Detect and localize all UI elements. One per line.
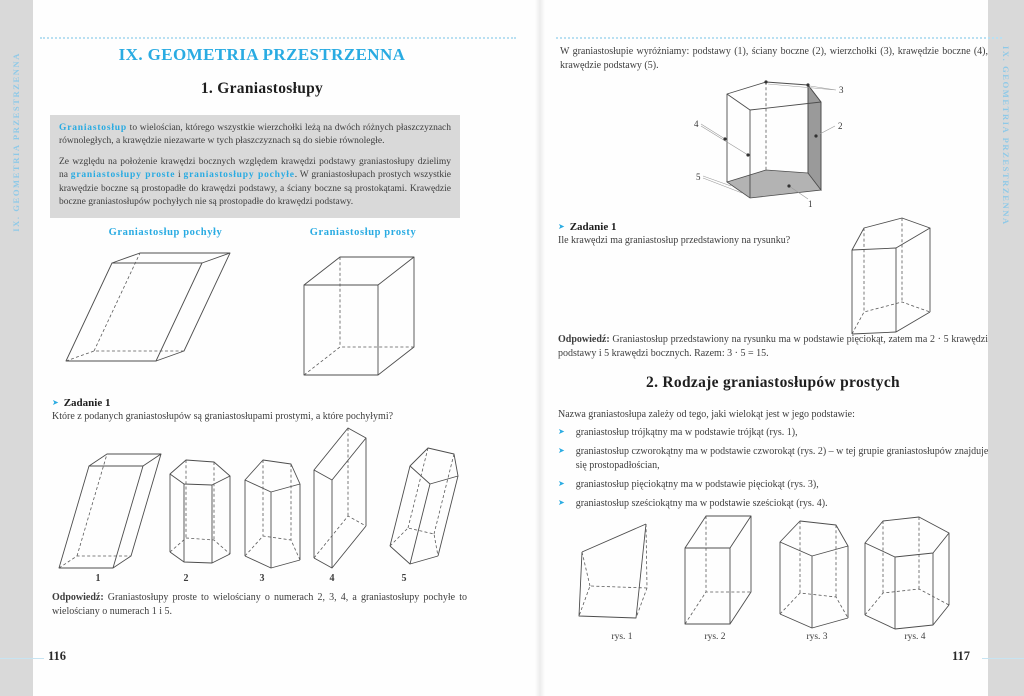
rys2-caption: rys. 2 (704, 632, 726, 642)
rys3-caption: rys. 3 (806, 632, 828, 642)
callout-1: 1 (808, 199, 813, 209)
chapter-tab-left (0, 0, 33, 696)
list-item: ➤ graniastosłup czworokątny ma w podstawie czworokąt (rys. 2) – w tej grupie graniastosłupów znajduje się prostopadłościan, (558, 446, 989, 471)
page-number-right-rule (982, 658, 1024, 659)
answer-right: Odpowiedź: Graniastosłup przedstawiony na rysunku ma w podstawie pięciokąt, zatem ma 2 · 5 krawędzi podstawy i 5 krawędzi bocznych. Razem: 3 · 5 = 15. (558, 334, 988, 359)
bullet-arrow-icon: ➤ (558, 497, 565, 507)
prism-1-number: 1 (95, 573, 101, 584)
prism-2-number: 2 (183, 573, 189, 584)
page-number-left: 116 (48, 649, 67, 663)
callout-5: 5 (696, 172, 701, 182)
answer-left-label: Odpowiedź: (52, 592, 104, 603)
definition-box (50, 115, 460, 218)
chapter-title: IX. GEOMETRIA PRZESTRZENNA (118, 45, 406, 64)
callout-4: 4 (694, 119, 699, 129)
answer-left: Odpowiedź: Graniastosłupy proste to wielościany o numerach 2, 3, 4, a graniastosłupy pochyłe to wielościany o numerach 1 i 5. (52, 592, 467, 617)
prism-1-figure (55, 442, 163, 572)
prism-4-figure (310, 428, 370, 574)
chapter-tab-left-label: IX. GEOMETRIA PRZESTRZENNA (11, 52, 21, 232)
definition-paragraph-1: Graniastosłup to wielościan, którego wszystkie wierzchołki leżą na dwóch różnych płaszczyznach równoległych, a krawędzie niezawarte w tych płaszczyznach są do siebie równoległe. (59, 123, 451, 147)
term-graniastoslup: Graniastosłup (59, 123, 127, 133)
bullet-arrow-icon: ➤ (558, 446, 565, 455)
prism-3-figure (243, 456, 303, 574)
task-arrow-icon: ➤ (52, 398, 59, 407)
answer-right-label: Odpowiedź: (558, 334, 610, 345)
rys1-triangular-prism-figure (578, 520, 656, 622)
list-intro: Nazwa graniastosłupa zależy od tego, jaki wielokąt jest w jego podstawie: (558, 409, 855, 420)
task1-left-question: Które z podanych graniastosłupów są graniastosłupami prostymi, a które pochyłymi? (52, 411, 394, 422)
list-item: ➤ graniastosłup sześciokątny ma w podstawie sześciokąt (rys. 4). (558, 497, 828, 509)
page-number-right: 117 (952, 649, 971, 663)
chapter-tab-right-label: IX. GEOMETRIA PRZESTRZENNA (1001, 46, 1011, 226)
prism-5-number: 5 (401, 573, 407, 584)
section1-title: 1. Graniastosłupy (200, 80, 324, 97)
list-item: ➤ graniastosłup pięciokątny ma w podstawie pięciokąt (rys. 3), (558, 478, 819, 490)
term-proste: graniastosłupy proste (70, 170, 176, 181)
right-intro-text: W graniastosłupie wyróżniamy: podstawy (1), ściany boczne (2), wierzchołki (3), krawędzie boczne (4), krawędzie podstawy (5). (560, 46, 988, 71)
prism-4-number: 4 (329, 573, 335, 584)
list-item: ➤ graniastosłup trójkątny ma w podstawie trójkąt (rys. 1), (558, 427, 798, 438)
task-arrow-icon: ➤ (558, 222, 565, 231)
rys2-quad-prism-figure (682, 512, 754, 630)
term-pochyle: graniastosłupy pochyłe (183, 170, 295, 181)
task1-right-question: Ile krawędzi ma graniastosłup przedstawiony na rysunku? (558, 235, 791, 246)
callout-2: 2 (838, 121, 843, 131)
prism-types-list (558, 426, 994, 516)
page-seam (535, 0, 545, 696)
task-prism-figure (850, 218, 945, 343)
callout-3: 3 (839, 85, 844, 95)
section2-title: 2. Rodzaje graniastosłupów prostych (646, 374, 900, 391)
oblique-prism-figure (60, 247, 240, 365)
top-rule-right (556, 37, 1002, 39)
right-prism-label: Graniastosłup prosty (309, 227, 417, 238)
bullet-arrow-icon: ➤ (558, 478, 565, 488)
labeled-prism-figure (688, 82, 856, 214)
rys1-caption: rys. 1 (611, 632, 633, 642)
oblique-prism-label: Graniastosłup pochyły (108, 227, 223, 238)
right-prism-figure (296, 243, 426, 383)
definition-paragraph-2: Ze względu na położenie krawędzi bocznych względem krawędzi podstawy graniastosłupy dzielimy na graniastosłupy proste i graniastosłupy pochyłe. W graniastosłupach prostych wszystkie krawędzie boczne są prostopadłe do krawędzi podstawy, a ściany boczne są prostokątami. Krawędzie boczne graniastosłupów pochyłych nie są prostopadłe do krawędzi podstawy. (59, 156, 452, 208)
task1-right-heading: ➤ Zadanie 1 (558, 221, 617, 233)
rys4-hexagonal-prism-figure (863, 513, 953, 631)
top-rule-left (40, 37, 516, 39)
chapter-tab-right (988, 0, 1024, 696)
prism-3-number: 3 (259, 573, 265, 584)
rys4-caption: rys. 4 (904, 632, 926, 642)
prism-2-figure (168, 452, 232, 572)
bullet-arrow-icon: ➤ (558, 427, 565, 436)
task1-left-heading: ➤ Zadanie 1 (52, 397, 111, 409)
page-number-left-rule (0, 658, 44, 659)
rys3-pentagonal-prism-figure (778, 516, 853, 630)
prism-5-figure (384, 442, 460, 570)
